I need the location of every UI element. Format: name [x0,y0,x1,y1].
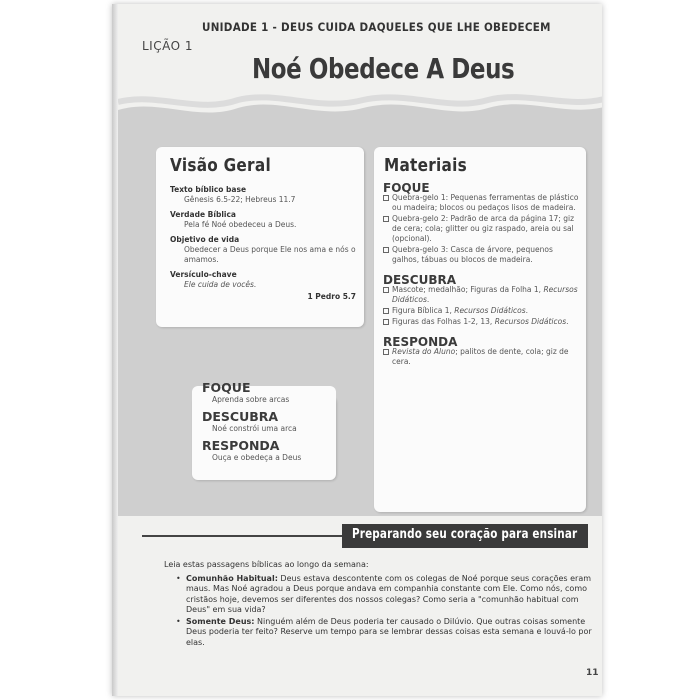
versiculo-ref: 1 Pedro 5.7 [307,292,356,301]
list-item: Figuras das Folhas 1-2, 13, Recursos Didáticos. [383,317,579,327]
visao-geral-heading: Visão Geral [170,155,271,176]
list-item: Revista do Aluno; palitos de dente, cola; giz de cera. [383,347,579,367]
banner-rule [142,535,342,537]
checkbox-icon [383,216,389,222]
visao-geral-card [156,147,364,327]
lesson-label: LIÇÃO 1 [142,39,193,53]
materiais-card [374,147,586,512]
texto-label: Texto bíblico base [170,185,247,194]
book-page [112,4,602,696]
checkbox-icon [383,319,389,325]
preparando-banner: Preparando seu coração para ensinar [342,524,588,548]
versiculo-label: Versículo-chave [170,270,237,279]
checkbox-icon [383,349,389,355]
step-descubra: DESCUBRA [202,409,279,424]
list-item: Quebra-gelo 2: Padrão de arca da página 17; giz de cera; cola; glitter ou giz raspado, areia ou sal (opcional). [383,214,579,244]
step-foque-sub: Aprenda sobre arcas [212,395,290,404]
materiais-responda-title: RESPONDA [383,335,458,349]
preparando-section [164,560,594,649]
checkbox-icon [383,308,389,314]
step-foque: FOQUE [202,380,251,395]
list-item: Quebra-gelo 1: Pequenas ferramentas de plástico ou madeira; blocos ou pedaços lisos de madeira. [383,193,579,213]
list-item: Mascote; medalhão; Figuras da Folha 1, Recursos Didáticos. [383,285,579,305]
list-item: • Comunhão Habitual: Deus estava descontente com os colegas de Noé porque seus corações eram maus. Mas Noé agradou a Deus porque andava em companhia constante com Ele. Como nós, como cristãos hoje, devemos ser diferentes dos nossos colegas? Como seria a "comunhão habitual com Deus" em sua vida? [176,574,594,616]
verdade-value: Pela fé Noé obedeceu a Deus. [184,220,297,229]
list-item: Quebra-gelo 3: Casca de árvore, pequenos galhos, tábuas ou blocos de madeira. [383,245,579,265]
checkbox-icon [383,195,389,201]
page-title: Noé Obedece A Deus [252,52,515,85]
versiculo-value: Ele cuida de vocês. [184,280,257,289]
list-item: • Somente Deus: Ninguém além de Deus poderia ter causado o Dilúvio. Que outras coisas somente Deus poderia ter feito? Reserve um tempo para se lembrar dessas coisas esta semana e louvá-lo por elas. [176,617,594,649]
checkbox-icon [383,287,389,293]
page-number: 11 [586,668,599,678]
step-descubra-sub: Noé constrói uma arca [212,424,297,433]
checkbox-icon [383,247,389,253]
objetivo-value: Obedecer a Deus porque Ele nos ama e nós o amamos. [184,245,356,264]
unit-title: UNIDADE 1 - DEUS CUIDA DAQUELES QUE LHE OBEDECEM [202,20,551,34]
objetivo-label: Objetivo de vida [170,235,240,244]
materiais-heading: Materiais [384,155,468,176]
materiais-descubra-title: DESCUBRA [383,273,457,287]
steps-card [192,380,336,480]
materiais-foque-title: FOQUE [383,181,430,195]
step-responda: RESPONDA [202,438,280,453]
texto-value: Gênesis 6.5-22; Hebreus 11.7 [184,195,296,204]
preparando-intro: Leia estas passagens bíblicas ao longo da semana: [164,560,369,569]
verdade-label: Verdade Bíblica [170,210,236,219]
step-responda-sub: Ouça e obedeça a Deus [212,453,302,462]
list-item: Figura Bíblica 1, Recursos Didáticos. [383,306,579,316]
